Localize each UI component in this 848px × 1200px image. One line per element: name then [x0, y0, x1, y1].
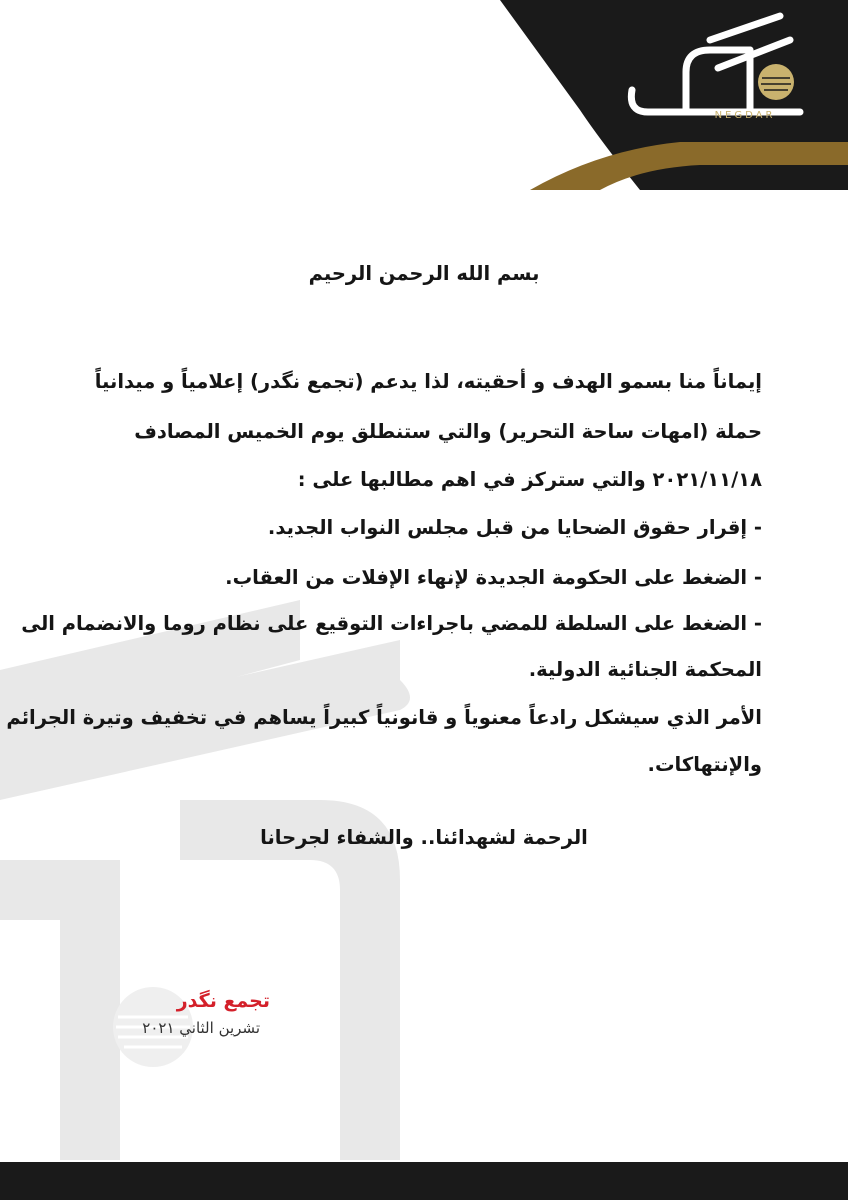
- paragraph-line: إيماناً منا بسمو الهدف و أحقيته، لذا يدعم (تجمع نگدر) إعلامياً و ميدانياً: [94, 370, 762, 393]
- logo-latin-text: NEGDAR: [714, 110, 776, 121]
- demand-item: - إقرار حقوق الضحايا من قبل مجلس النواب الجديد.: [267, 516, 762, 539]
- signature-date: تشرين الثاني ٢٠٢١: [142, 1019, 260, 1037]
- basmala: بسم الله الرحمن الرحيم: [308, 262, 540, 285]
- paragraph-line: ٢٠٢١/١١/١٨ والتي ستركز في اهم مطالبها على :: [297, 468, 762, 491]
- closing-line: الرحمة لشهدائنا.. والشفاء لجرحانا: [260, 826, 588, 849]
- logo-watermark: [0, 600, 420, 1160]
- conclusion-line: الأمر الذي سيشكل رادعاً معنوياً و قانونياً كبيراً يساهم في تخفيف وتيرة الجرائم: [6, 706, 762, 729]
- demand-item: المحكمة الجنائية الدولية.: [528, 658, 762, 681]
- demand-item: - الضغط على السلطة للمضي باجراءات التوقيع على نظام روما والانضمام الى: [21, 612, 762, 635]
- paragraph-line: حملة (امهات ساحة التحرير) والتي ستنطلق يوم الخميس المصادف: [134, 420, 762, 443]
- signature-org-name: تجمع نگدر: [176, 990, 270, 1012]
- demand-item: - الضغط على الحكومة الجديدة لإنهاء الإفلات من العقاب.: [225, 566, 762, 589]
- negdar-logo: [600, 10, 820, 145]
- footer-bar: [0, 1162, 848, 1200]
- conclusion-line: والإنتهاكات.: [647, 753, 762, 776]
